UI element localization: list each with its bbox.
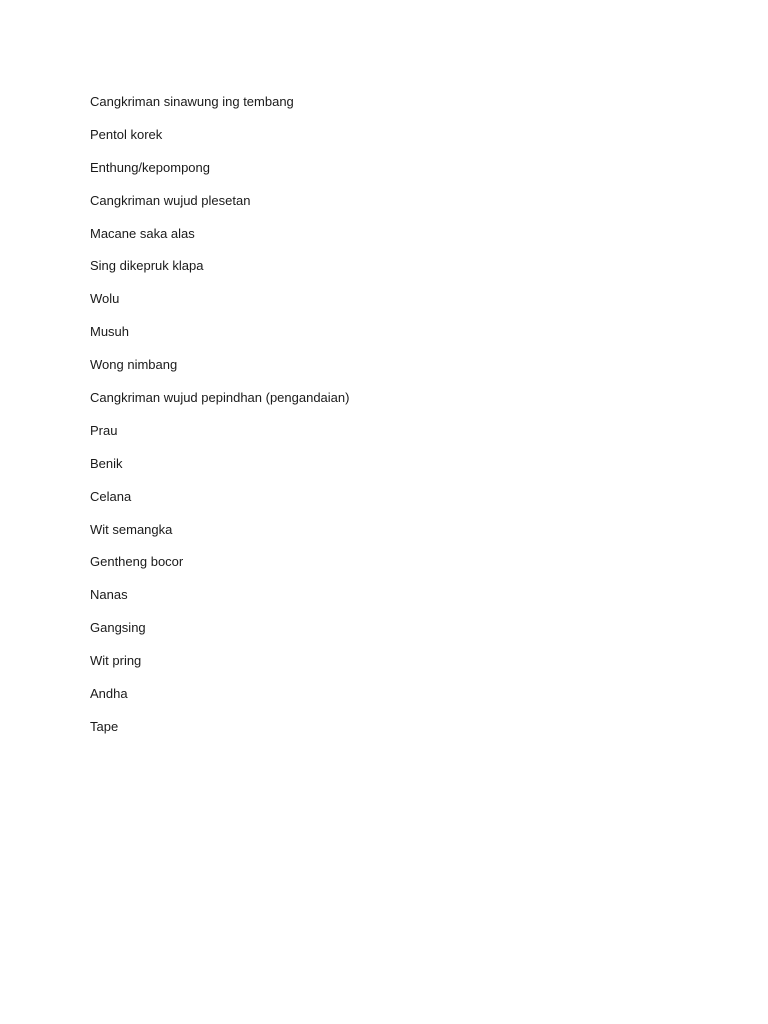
text-line: Wong nimbang (90, 357, 178, 373)
text-line: Wit pring (90, 653, 142, 669)
text-line: Benik (90, 455, 123, 471)
text-line: Nanas (90, 587, 128, 603)
text-line: Tape (90, 718, 119, 734)
text-line: Cangkriman wujud plesetan (90, 192, 251, 208)
text-line: Celana (90, 488, 132, 504)
text-line: Cangkriman wujud pepindhan (pengandaian) (90, 390, 350, 406)
document-text-list (90, 93, 690, 751)
text-line: Macane saka alas (90, 225, 195, 241)
text-line: Pentol korek (90, 126, 163, 142)
text-line: Gangsing (90, 620, 146, 636)
text-line: Wit semangka (90, 521, 173, 537)
text-line: Musuh (90, 324, 130, 340)
text-line: Andha (90, 686, 128, 702)
text-line: Cangkriman sinawung ing tembang (90, 94, 294, 109)
text-line: Sing dikepruk klapa (90, 258, 204, 274)
text-line: Prau (90, 422, 118, 438)
text-line: Enthung/kepompong (90, 159, 210, 175)
text-line: Gentheng bocor (90, 554, 184, 570)
text-line: Wolu (90, 291, 120, 307)
